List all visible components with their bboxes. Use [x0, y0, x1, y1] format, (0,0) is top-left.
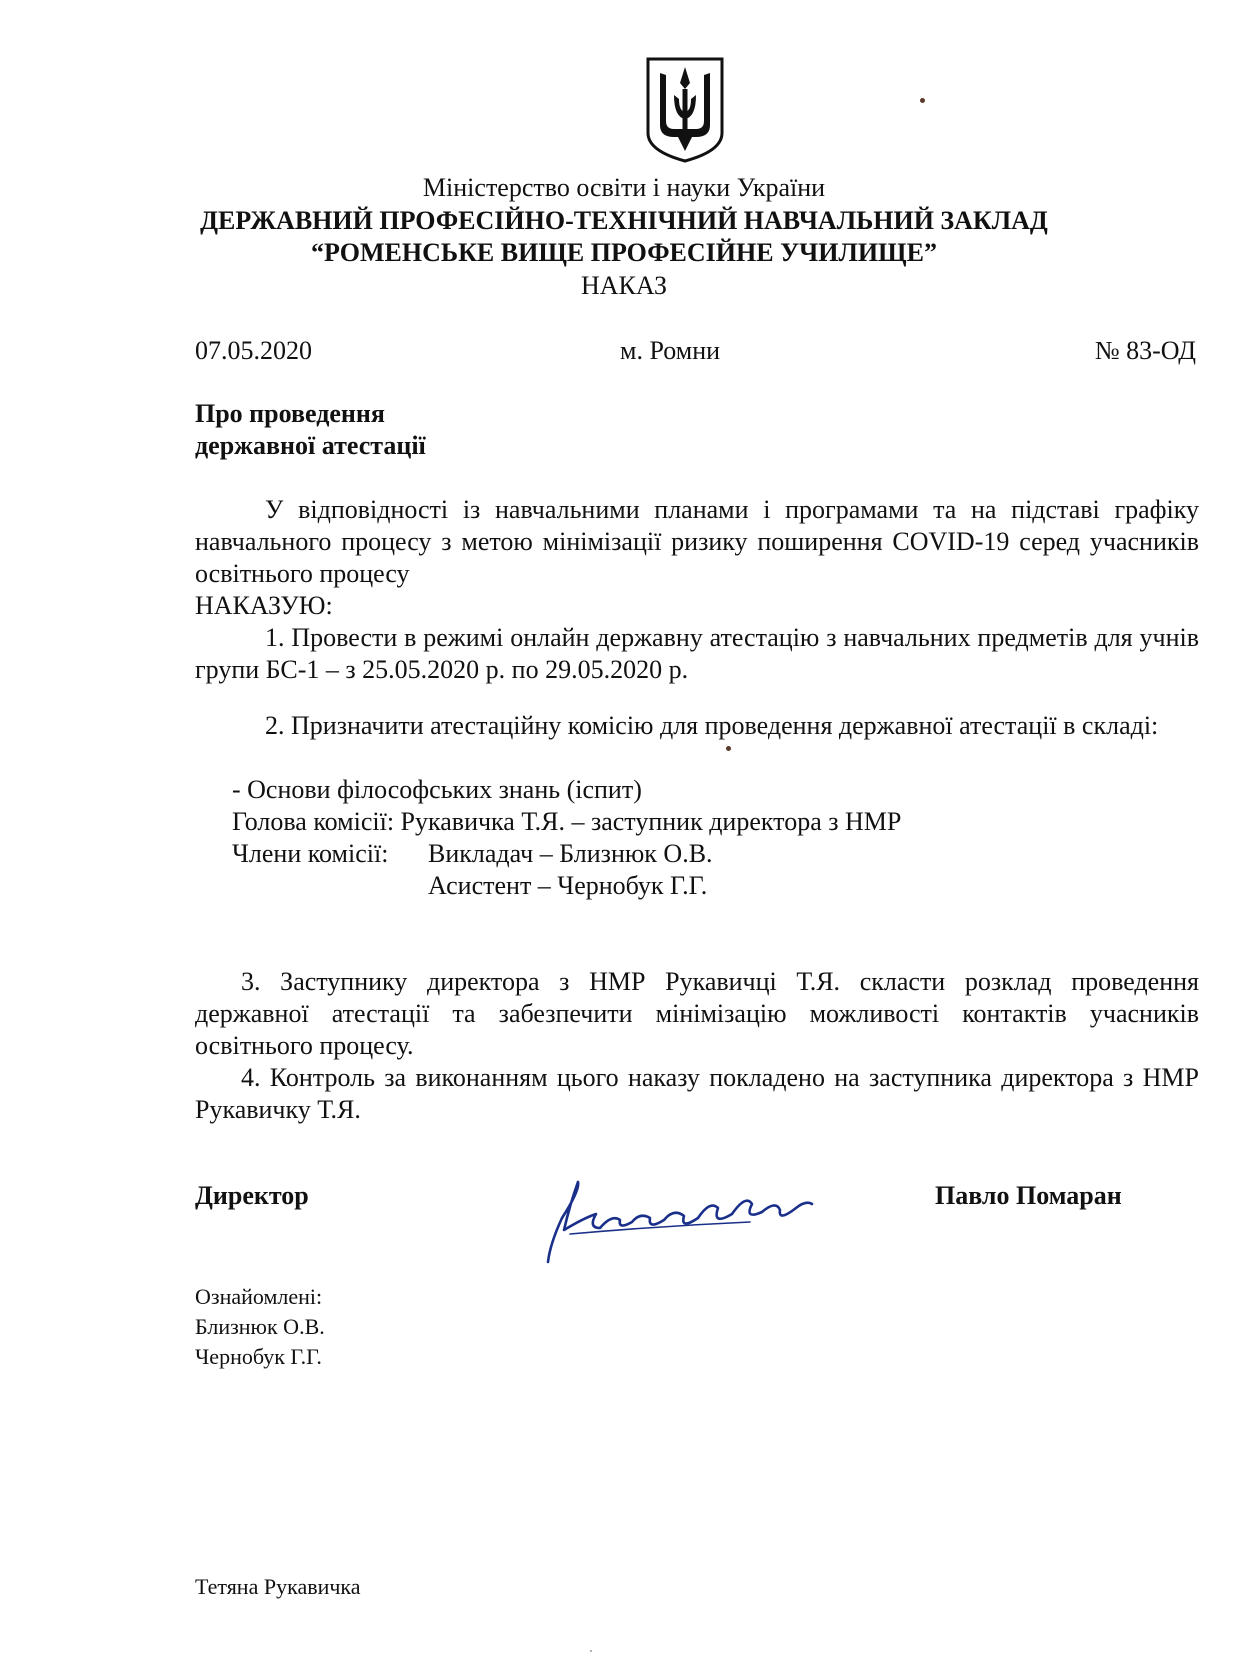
- trident-emblem-icon: [644, 55, 726, 165]
- scan-speck: [590, 1650, 592, 1652]
- order-word: НАКАЗУЮ:: [195, 591, 333, 620]
- order-subject-line2: державної атестації: [195, 431, 426, 460]
- document-type: НАКАЗ: [580, 271, 668, 300]
- scan-speck: [726, 746, 731, 751]
- scan-speck: [920, 98, 925, 103]
- institution-name-line1: ДЕРЖАВНИЙ ПРОФЕСІЙНО-ТЕХНІЧНИЙ НАВЧАЛЬНИЙ ЗАКЛАД: [200, 206, 1048, 235]
- order-number: № 83-ОД: [1094, 336, 1196, 365]
- acquainted-name-1: Близнюк О.В.: [195, 1314, 325, 1339]
- commission-member-2: Асистент – Чернобук Г.Г.: [428, 871, 708, 900]
- commission-subject: - Основи філософських знань (іспит): [232, 775, 642, 804]
- acquainted-name-2: Чернобук Г.Г.: [195, 1344, 322, 1369]
- executor-name: Тетяна Рукавичка: [195, 1574, 361, 1599]
- order-item-3: 3. Заступнику директора з НМР Рукавичці Т.Я. скласти розклад проведення державної атестації та забезпечити мінімізацію можливості контактів учасників освітнього процесу.: [195, 967, 1199, 1060]
- order-item-2: 2. Призначити атестаційну комісію для проведення державної атестації в складі:: [265, 711, 1159, 740]
- commission-chair: Голова комісії: Рукавичка Т.Я. – заступник директора з НМР: [232, 807, 902, 836]
- order-date: 07.05.2020: [195, 336, 312, 365]
- signatory-name: Павло Помаран: [935, 1181, 1122, 1210]
- institution-name-line2: “РОМЕНСЬКЕ ВИЩЕ ПРОФЕСІЙНЕ УЧИЛИЩЕ”: [311, 238, 937, 267]
- handwritten-signature: [540, 1170, 820, 1265]
- order-subject-line1: Про проведення: [195, 399, 385, 428]
- signatory-title: Директор: [195, 1181, 309, 1210]
- order-preamble: У відповідності із навчальними планами і програмами та на підставі графіку навчального процесу з метою мінімізації ризику поширення COVID-19 серед учасників освітнього процесу: [195, 495, 1199, 588]
- order-item-4: 4. Контроль за виконанням цього наказу покладено на заступника директора з НМР Рукавичку Т.Я.: [195, 1063, 1199, 1124]
- acquainted-label: Ознайомлені:: [195, 1284, 323, 1309]
- ministry-name: Міністерство освіти і науки України: [422, 173, 826, 202]
- commission-members-label: Члени комісії:: [232, 839, 389, 868]
- commission-member-1: Викладач – Близнюк О.В.: [428, 839, 713, 868]
- order-item-1: 1. Провести в режимі онлайн державну атестацію з навчальних предметів для учнів групи БС-1 – з 25.05.2020 р. по 29.05.2020 р.: [195, 623, 1199, 684]
- order-city: м. Ромни: [620, 336, 721, 365]
